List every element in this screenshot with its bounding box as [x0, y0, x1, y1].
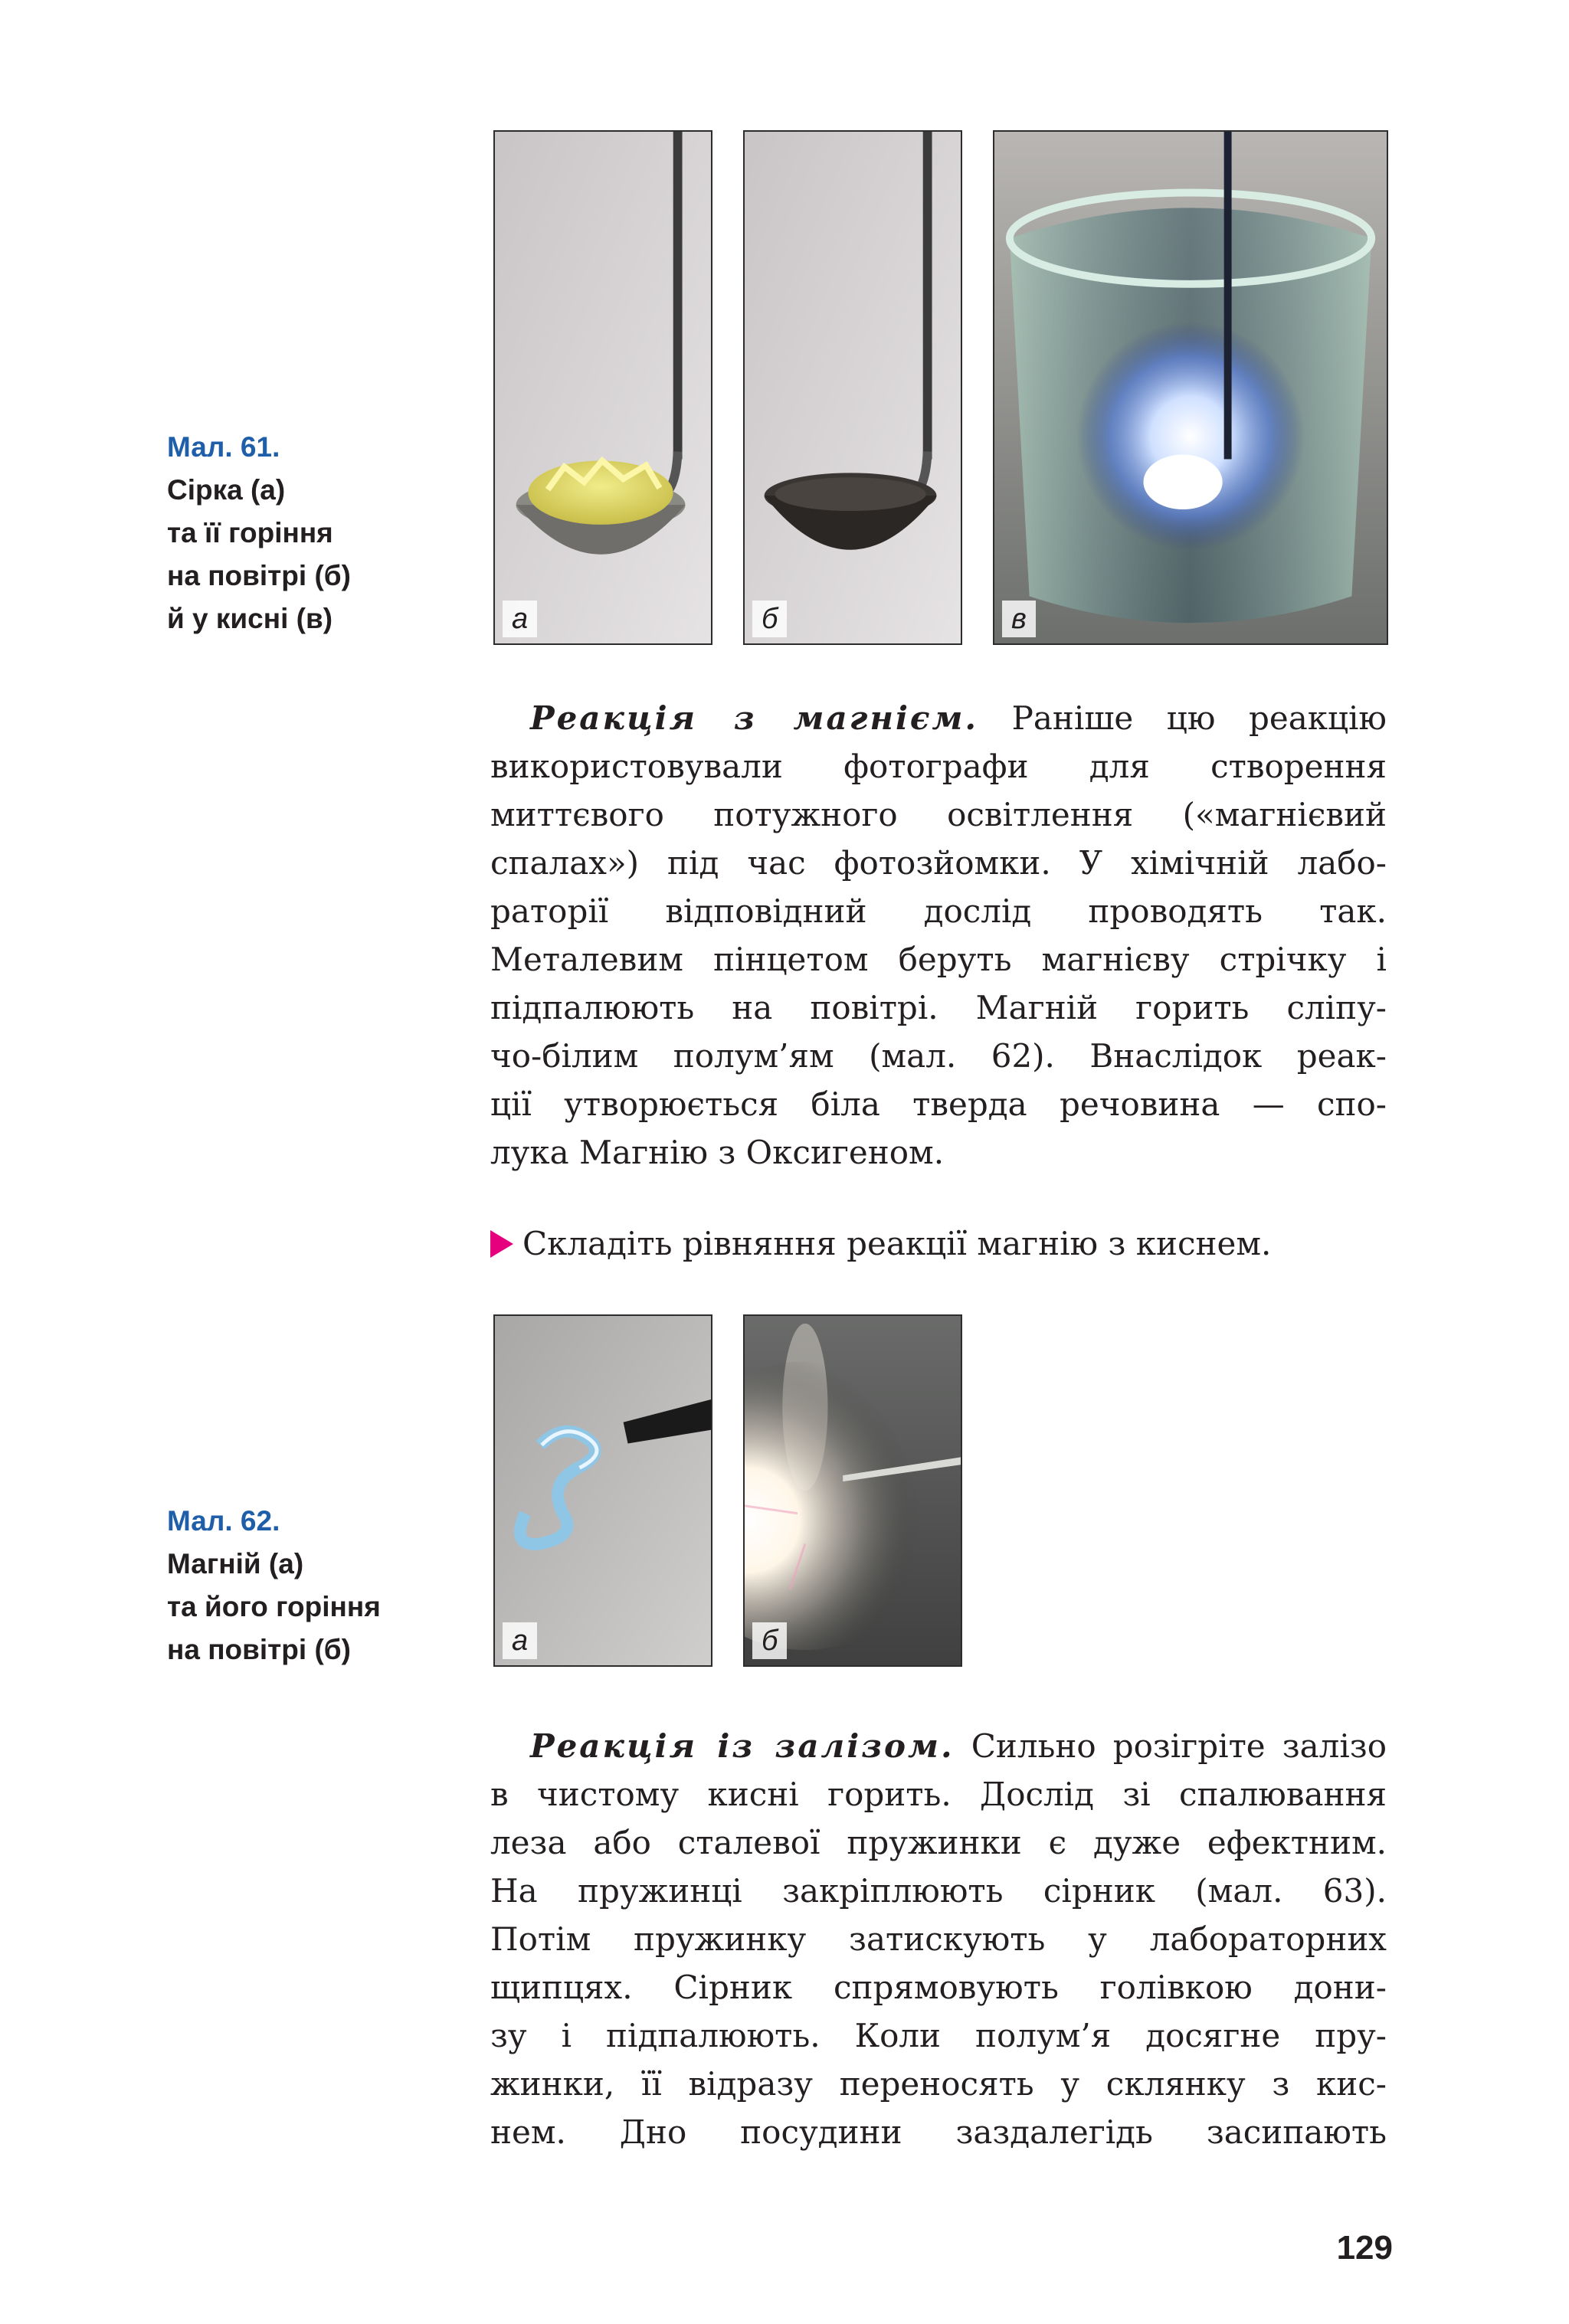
magnesium-ribbon-image — [495, 1316, 711, 1665]
figure-62-number: Мал. 62. — [167, 1505, 280, 1537]
figure-62-caption — [167, 1500, 443, 1671]
figure-61-caption-line: Сірка (а) — [167, 474, 286, 506]
text-line: ції утворюється біла тверда речовина — спо- — [490, 1085, 1387, 1123]
paragraph-iron — [490, 1722, 1387, 2156]
paragraph-lead: Реакція з магнієм. — [530, 699, 979, 737]
text-line: раторії відповідний дослід проводять так. — [490, 892, 1387, 930]
sulfur-spoon-image — [495, 132, 711, 643]
figure-61-caption-line: на повітрі (б) — [167, 560, 351, 591]
text-line: Сильно розігріте залізо — [954, 1727, 1387, 1765]
photo-label: б — [752, 601, 787, 637]
photo-label: а — [503, 1622, 537, 1659]
text-line: нем. Дно посудини заздалегідь засипають — [490, 2113, 1387, 2151]
text-line: зу і підпалюють. Коли полум’я досягне пру- — [490, 2017, 1387, 2054]
photo-label: б — [752, 1622, 787, 1659]
figure-61-caption-line: та її горіння — [167, 517, 333, 548]
figure-61-number: Мал. 61. — [167, 431, 280, 463]
figure-62-caption-line: на повітрі (б) — [167, 1634, 351, 1665]
text-line: леза або сталевої пружинки є дуже ефектним. — [490, 1824, 1387, 1861]
text-line: Потім пружинку затискують у лабораторних — [490, 1920, 1387, 1958]
photo-magnesium-ribbon — [493, 1314, 712, 1667]
photo-sulfur-burning-oxygen — [993, 130, 1388, 645]
sulfur-burning-air-image — [745, 132, 961, 643]
task-text: Складіть рівняння реакції магнію з киснем. — [522, 1225, 1272, 1262]
magnesium-burning-image — [745, 1316, 961, 1665]
sulfur-burning-oxygen-image — [994, 132, 1387, 643]
triangle-marker-icon — [490, 1230, 513, 1258]
text-line: підпалюють на повітрі. Магній горить сліпу- — [490, 989, 1387, 1026]
text-line: використовували фотографи для створення — [490, 748, 1387, 785]
paragraph-lead: Реакція із залізом. — [530, 1727, 955, 1765]
page-number: 129 — [1336, 2229, 1393, 2267]
text-line: миттєвого потужного освітлення («магнієвий — [490, 796, 1387, 833]
photo-sulfur-burning-air — [743, 130, 962, 645]
text-line: Раніше цю реакцію — [978, 699, 1387, 737]
paragraph-magnesium — [490, 694, 1387, 1177]
text-line: спалах») під час фотозйомки. У хімічній лабо- — [490, 844, 1387, 882]
text-line: в чистому кисні горить. Дослід зі спалювання — [490, 1776, 1387, 1813]
text-line: жинки, її відразу переносять у склянку з кис- — [490, 2065, 1387, 2103]
text-line: лука Магнію з Оксигеном. — [490, 1134, 945, 1171]
photo-label: в — [1002, 601, 1036, 637]
photo-magnesium-burning — [743, 1314, 962, 1667]
figure-61-caption — [167, 426, 443, 640]
photo-label: а — [503, 601, 537, 637]
text-line: щипцях. Сірник спрямовують голівкою дони- — [490, 1969, 1387, 2006]
text-line: чо-білим полум’ям (мал. 62). Внаслідок реак- — [490, 1037, 1387, 1075]
figure-61-caption-line: й у кисні (в) — [167, 603, 333, 634]
figure-62-caption-line: та його горіння — [167, 1591, 381, 1622]
task-prompt — [490, 1219, 1394, 1268]
photo-sulfur-spoon — [493, 130, 712, 645]
figure-62-caption-line: Магній (а) — [167, 1548, 304, 1579]
text-line: На пружинці закріплюють сірник (мал. 63). — [490, 1872, 1387, 1910]
text-line: Металевим пінцетом беруть магнієву стрічку і — [490, 941, 1387, 978]
